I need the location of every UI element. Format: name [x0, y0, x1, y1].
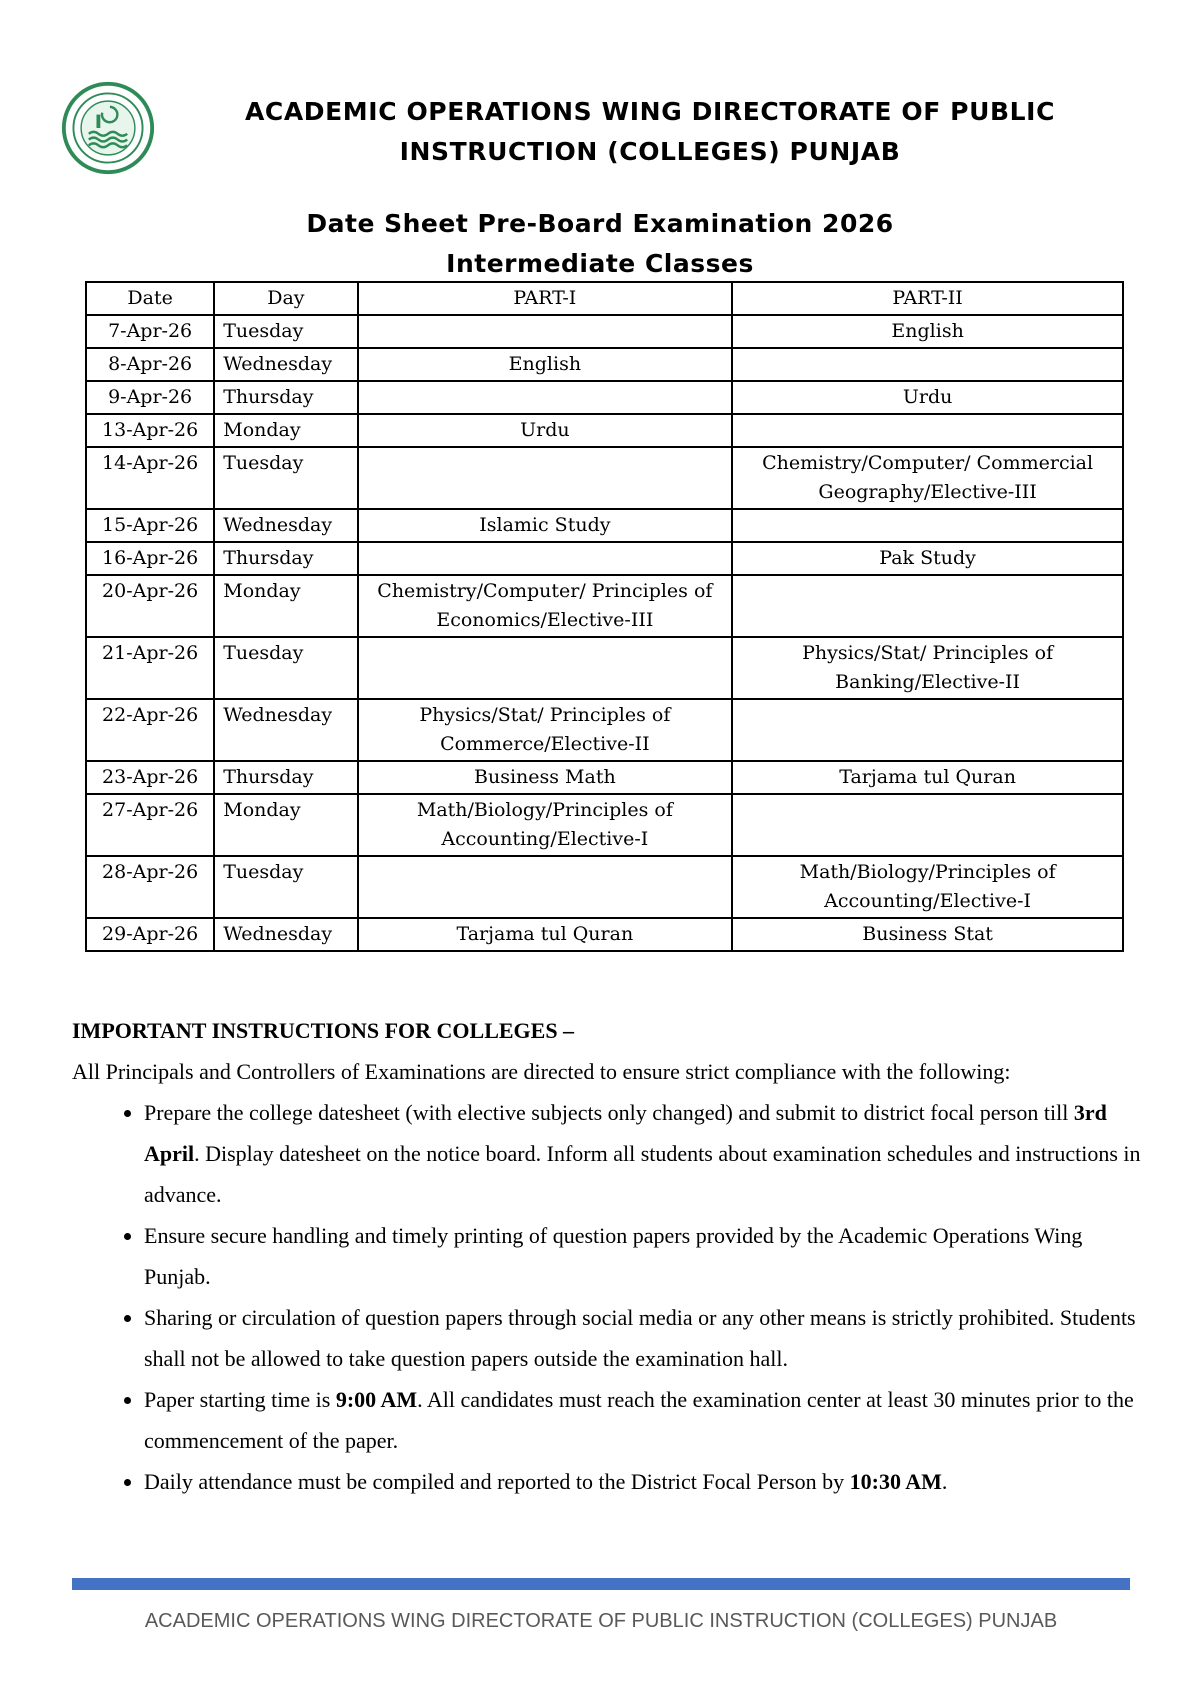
date-sheet-table [85, 281, 1124, 952]
table-row [86, 637, 1123, 699]
table-row [86, 918, 1123, 951]
cell-date: 20-Apr-26 [86, 575, 214, 637]
cell-part1: Tarjama tul Quran [358, 918, 733, 951]
instruction-text: Paper starting time is [144, 1387, 336, 1412]
instruction-item [144, 1297, 1142, 1379]
instruction-emphasis: 3rd April [144, 1100, 1107, 1166]
table-row [86, 509, 1123, 542]
cell-part1: Business Math [358, 761, 733, 794]
instruction-item [144, 1379, 1142, 1461]
table-row [86, 794, 1123, 856]
cell-part2 [732, 348, 1123, 381]
document-title: Date Sheet Pre-Board Examination 2026 [306, 209, 894, 238]
table-row [86, 761, 1123, 794]
instruction-text: . Display datesheet on the notice board. Inform all students about examination schedules and instructions in advance. [144, 1141, 1141, 1207]
table-header-row [86, 282, 1123, 315]
instruction-text: . All candidates must reach the examination center at least 30 minutes prior to the commencement of the paper. [144, 1387, 1134, 1453]
cell-part2: Tarjama tul Quran [732, 761, 1123, 794]
cell-day: Thursday [214, 542, 357, 575]
cell-day: Monday [214, 414, 357, 447]
header-part2: PART-II [732, 282, 1123, 315]
cell-date: 22-Apr-26 [86, 699, 214, 761]
cell-part1 [358, 315, 733, 348]
cell-date: 28-Apr-26 [86, 856, 214, 918]
cell-day: Wednesday [214, 509, 357, 542]
table-row [86, 381, 1123, 414]
cell-part1 [358, 637, 733, 699]
cell-date: 16-Apr-26 [86, 542, 214, 575]
cell-date: 13-Apr-26 [86, 414, 214, 447]
instruction-item [144, 1092, 1142, 1215]
cell-date: 29-Apr-26 [86, 918, 214, 951]
cell-date: 14-Apr-26 [86, 447, 214, 509]
cell-part2: Chemistry/Computer/ Commercial Geography/Elective-III [732, 447, 1123, 509]
header-date: Date [86, 282, 214, 315]
cell-date: 7-Apr-26 [86, 315, 214, 348]
instructions-list [72, 1092, 1142, 1502]
cell-part1: Physics/Stat/ Principles of Commerce/Elective-II [358, 699, 733, 761]
cell-part1: Chemistry/Computer/ Principles of Economics/Elective-III [358, 575, 733, 637]
cell-day: Wednesday [214, 348, 357, 381]
cell-date: 23-Apr-26 [86, 761, 214, 794]
cell-day: Tuesday [214, 856, 357, 918]
cell-part1 [358, 542, 733, 575]
instruction-text: . [941, 1469, 948, 1494]
table-row [86, 542, 1123, 575]
table-row [86, 575, 1123, 637]
cell-part1 [358, 447, 733, 509]
cell-part2 [732, 575, 1123, 637]
cell-date: 15-Apr-26 [86, 509, 214, 542]
document-subtitle: Intermediate Classes [446, 249, 754, 278]
instructions-intro: All Principals and Controllers of Examinations are directed to ensure strict compliance with the following: [72, 1059, 1011, 1084]
instruction-emphasis: 9:00 AM [335, 1387, 418, 1412]
cell-part2: Business Stat [732, 918, 1123, 951]
cell-part1 [358, 381, 733, 414]
cell-part2 [732, 414, 1123, 447]
table-row [86, 414, 1123, 447]
document-heading [80, 204, 1120, 284]
cell-day: Tuesday [214, 637, 357, 699]
instruction-text: Daily attendance must be compiled and reported to the District Focal Person by [144, 1469, 850, 1494]
cell-day: Tuesday [214, 447, 357, 509]
cell-day: Wednesday [214, 918, 357, 951]
cell-part2: Urdu [732, 381, 1123, 414]
cell-day: Monday [214, 575, 357, 637]
table-row [86, 348, 1123, 381]
table-row [86, 315, 1123, 348]
cell-part2: Math/Biology/Principles of Accounting/Elective-I [732, 856, 1123, 918]
cell-part1 [358, 856, 733, 918]
instruction-text: Ensure secure handling and timely printing of question papers provided by the Academic Operations Wing Punjab. [144, 1223, 1083, 1289]
footer-bar [72, 1578, 1130, 1590]
table-row [86, 699, 1123, 761]
cell-day: Tuesday [214, 315, 357, 348]
header-title-line2: INSTRUCTION (COLLEGES) PUNJAB [399, 137, 901, 166]
instruction-item [144, 1461, 1142, 1502]
cell-date: 9-Apr-26 [86, 381, 214, 414]
cell-part2 [732, 794, 1123, 856]
instructions-heading: IMPORTANT INSTRUCTIONS FOR COLLEGES – [72, 1018, 575, 1043]
header-title-line1: ACADEMIC OPERATIONS WING DIRECTORATE OF PUBLIC [244, 97, 1056, 126]
cell-part1: English [358, 348, 733, 381]
cell-day: Thursday [214, 761, 357, 794]
table-row [86, 447, 1123, 509]
instructions-section [72, 1010, 1142, 1502]
cell-part2 [732, 509, 1123, 542]
cell-day: Thursday [214, 381, 357, 414]
header-title [170, 92, 1130, 172]
cell-date: 8-Apr-26 [86, 348, 214, 381]
table-row [86, 856, 1123, 918]
cell-part2: Physics/Stat/ Principles of Banking/Elective-II [732, 637, 1123, 699]
header-part1: PART-I [358, 282, 733, 315]
footer-text: ACADEMIC OPERATIONS WING DIRECTORATE OF PUBLIC INSTRUCTION (COLLEGES) PUNJAB [144, 1610, 1058, 1632]
cell-day: Monday [214, 794, 357, 856]
instruction-emphasis: 10:30 AM [849, 1469, 942, 1494]
cell-date: 21-Apr-26 [86, 637, 214, 699]
cell-part2: English [732, 315, 1123, 348]
cell-part2: Pak Study [732, 542, 1123, 575]
cell-part2 [732, 699, 1123, 761]
header-day: Day [214, 282, 357, 315]
cell-date: 27-Apr-26 [86, 794, 214, 856]
instruction-text: Prepare the college datesheet (with elective subjects only changed) and submit to district focal person till [144, 1100, 1074, 1125]
instruction-item [144, 1215, 1142, 1297]
instruction-text: Sharing or circulation of question papers through social media or any other means is strictly prohibited. Students shall not be allowed to take question papers outside the examination hall. [144, 1305, 1136, 1371]
cell-part1: Islamic Study [358, 509, 733, 542]
cell-day: Wednesday [214, 699, 357, 761]
cell-part1: Urdu [358, 414, 733, 447]
cell-part1: Math/Biology/Principles of Accounting/Elective-I [358, 794, 733, 856]
department-logo [60, 80, 156, 176]
